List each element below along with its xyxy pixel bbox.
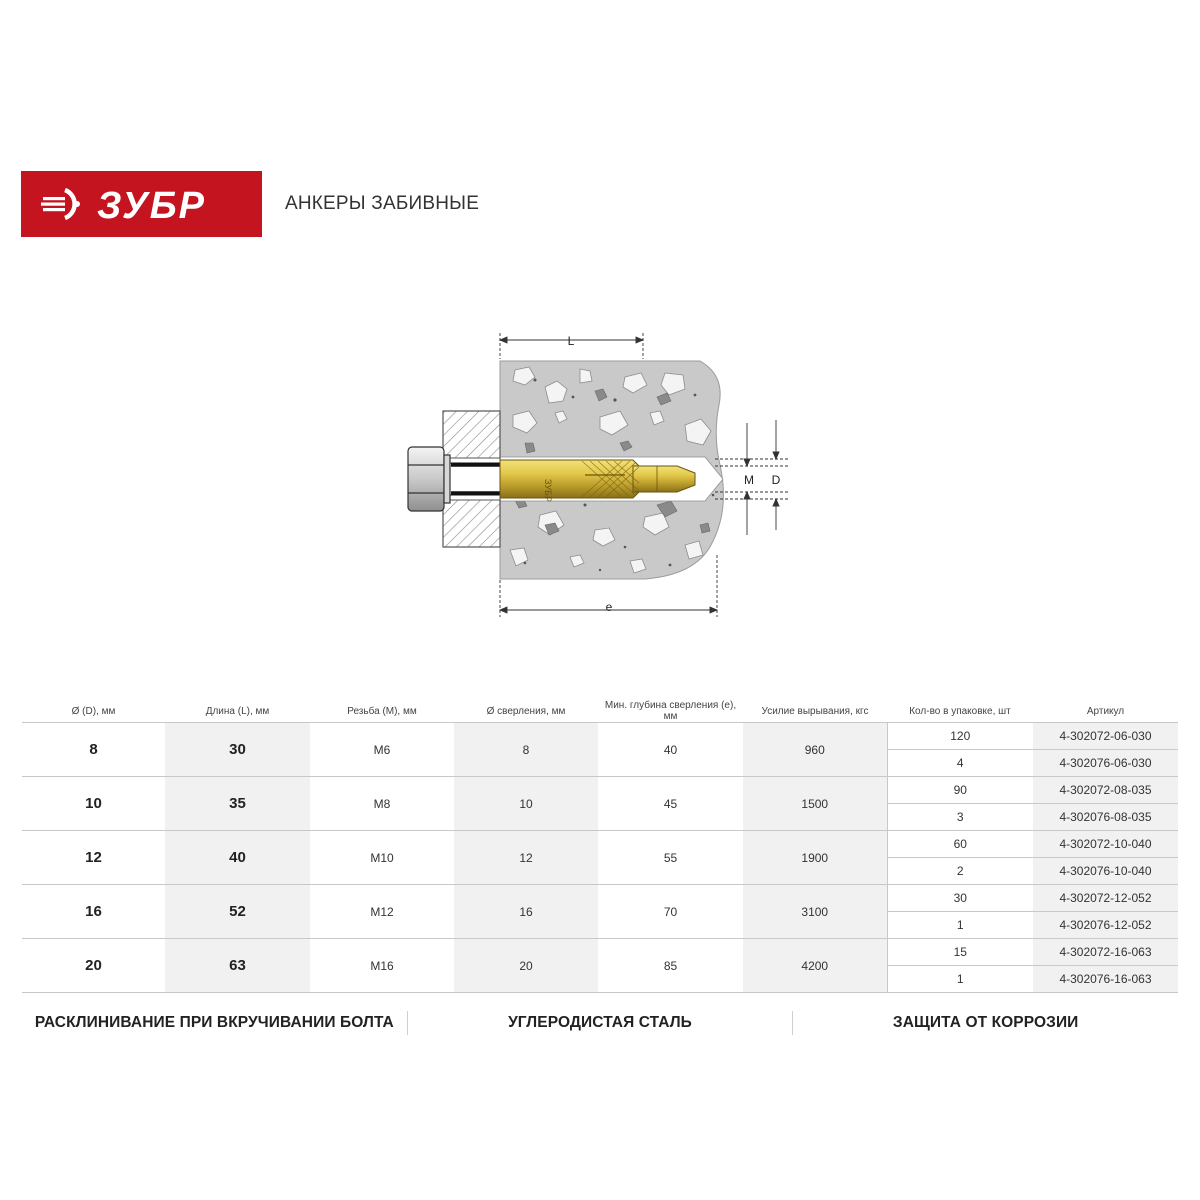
cell-thread: M8 bbox=[310, 777, 454, 831]
cell-length: 52 bbox=[165, 885, 310, 939]
col-header-pack-qty: Кол-во в упаковке, шт bbox=[887, 700, 1033, 723]
cell-article: 4-302076-06-030 bbox=[1033, 750, 1178, 777]
cell-article: 4-302072-16-063 bbox=[1033, 939, 1178, 966]
cell-thread: M16 bbox=[310, 939, 454, 993]
cell-article: 4-302072-12-052 bbox=[1033, 885, 1178, 912]
brand-logo bbox=[21, 171, 262, 237]
cell-pack-qty: 120 bbox=[887, 723, 1033, 750]
col-header-drill-depth: Мин. глубина сверления (е), мм bbox=[598, 700, 743, 723]
cell-drill-diameter: 16 bbox=[454, 885, 598, 939]
anchor-diagram bbox=[395, 325, 805, 625]
col-header-article: Артикул bbox=[1033, 700, 1178, 723]
brand-logo-graphic bbox=[21, 171, 262, 237]
col-header-diameter: Ø (D), мм bbox=[22, 700, 165, 723]
label-e: e bbox=[605, 600, 613, 614]
cell-drill-diameter: 20 bbox=[454, 939, 598, 993]
cell-diameter: 16 bbox=[22, 885, 165, 939]
cell-drill-depth: 40 bbox=[598, 723, 743, 777]
cell-pack-qty: 2 bbox=[887, 858, 1033, 885]
cell-thread: M10 bbox=[310, 831, 454, 885]
cell-length: 63 bbox=[165, 939, 310, 993]
cell-pack-qty: 1 bbox=[887, 966, 1033, 993]
cell-article: 4-302076-10-040 bbox=[1033, 858, 1178, 885]
feature-corrosion-protection: ЗАЩИТА ОТ КОРРОЗИИ bbox=[892, 1014, 1079, 1031]
cell-length: 35 bbox=[165, 777, 310, 831]
cell-article: 4-302072-08-035 bbox=[1033, 777, 1178, 804]
cell-pack-qty: 60 bbox=[887, 831, 1033, 858]
cell-length: 30 bbox=[165, 723, 310, 777]
cell-thread: M12 bbox=[310, 885, 454, 939]
col-header-thread: Резьба (M), мм bbox=[310, 700, 454, 723]
cell-article: 4-302076-08-035 bbox=[1033, 804, 1178, 831]
col-header-pullout-force: Усилие вырывания, кгс bbox=[743, 700, 887, 723]
cell-diameter: 10 bbox=[22, 777, 165, 831]
cell-diameter: 12 bbox=[22, 831, 165, 885]
cell-length: 40 bbox=[165, 831, 310, 885]
anchor-marking: ЗУБР bbox=[543, 479, 553, 502]
cell-pullout-force: 960 bbox=[743, 723, 887, 777]
cell-diameter: 20 bbox=[22, 939, 165, 993]
label-L: L bbox=[567, 334, 575, 348]
brand-name: ЗУБР bbox=[97, 185, 206, 227]
cell-pullout-force: 1500 bbox=[743, 777, 887, 831]
cell-drill-depth: 45 bbox=[598, 777, 743, 831]
cell-pack-qty: 3 bbox=[887, 804, 1033, 831]
cell-drill-depth: 70 bbox=[598, 885, 743, 939]
cell-pullout-force: 1900 bbox=[743, 831, 887, 885]
cell-drill-diameter: 10 bbox=[454, 777, 598, 831]
cell-drill-diameter: 12 bbox=[454, 831, 598, 885]
table-row bbox=[22, 723, 1178, 750]
specs-table bbox=[22, 700, 1178, 993]
cell-article: 4-302076-16-063 bbox=[1033, 966, 1178, 993]
cell-pack-qty: 90 bbox=[887, 777, 1033, 804]
feature-strip bbox=[22, 1008, 1178, 1038]
col-header-length: Длина (L), мм bbox=[165, 700, 310, 723]
feature-carbon-steel: УГЛЕРОДИСТАЯ СТАЛЬ bbox=[508, 1014, 692, 1031]
feature-wedging: РАСКЛИНИВАНИЕ ПРИ ВКРУЧИВАНИИ БОЛТА bbox=[34, 1014, 394, 1031]
cell-pack-qty: 30 bbox=[887, 885, 1033, 912]
table-row bbox=[22, 939, 1178, 966]
page-title: АНКЕРЫ ЗАБИВНЫЕ bbox=[285, 193, 480, 214]
table-row bbox=[22, 831, 1178, 858]
cell-drill-diameter: 8 bbox=[454, 723, 598, 777]
table-row bbox=[22, 777, 1178, 804]
cell-drill-depth: 85 bbox=[598, 939, 743, 993]
cell-article: 4-302072-06-030 bbox=[1033, 723, 1178, 750]
bolt-head bbox=[408, 447, 450, 511]
cell-drill-depth: 55 bbox=[598, 831, 743, 885]
cell-diameter: 8 bbox=[22, 723, 165, 777]
cell-pullout-force: 4200 bbox=[743, 939, 887, 993]
cell-article: 4-302076-12-052 bbox=[1033, 912, 1178, 939]
col-header-drill-diameter: Ø сверления, мм bbox=[454, 700, 598, 723]
label-M: M bbox=[744, 473, 754, 487]
bolt-shank bbox=[443, 463, 505, 495]
cell-pack-qty: 15 bbox=[887, 939, 1033, 966]
cell-pullout-force: 3100 bbox=[743, 885, 887, 939]
label-D: D bbox=[771, 473, 781, 487]
cell-pack-qty: 1 bbox=[887, 912, 1033, 939]
cell-article: 4-302072-10-040 bbox=[1033, 831, 1178, 858]
cell-pack-qty: 4 bbox=[887, 750, 1033, 777]
brand-emblem-icon bbox=[65, 190, 75, 218]
table-row bbox=[22, 885, 1178, 912]
table-header-row bbox=[22, 700, 1178, 723]
cell-thread: M6 bbox=[310, 723, 454, 777]
